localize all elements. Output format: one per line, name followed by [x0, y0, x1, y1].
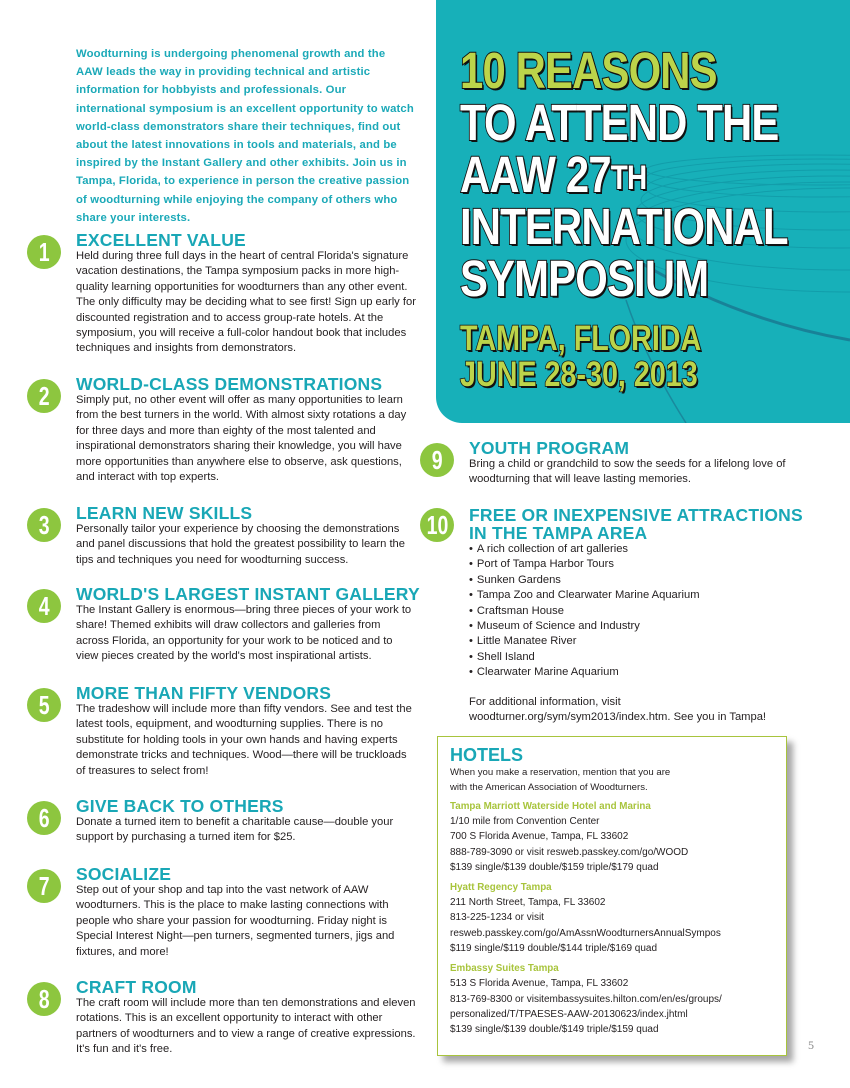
headline-line-symposium: SYMPOSIUM — [460, 250, 709, 307]
reason-6 — [38, 796, 416, 846]
attraction-item: • Craftsman House — [469, 604, 799, 619]
reason-body: Bring a child or grandchild to sow the seeds for a lifelong love of woodturning that will leave lasting memories. — [469, 458, 786, 486]
reason-body: The tradeshow will include more than fifty vendors. See and test the latest tools, equipment, and woodturning supplies. There is no substitute for holding tools in your own hands and having experts demonstrate tricks and techniques. Wood—there will be truckloads of treasures to select from! — [76, 703, 412, 777]
hotel-entry-marriott — [450, 799, 774, 875]
number-badge-icon: 8 — [27, 982, 61, 1016]
number-badge-icon: 7 — [27, 869, 61, 903]
headline-line-aaw — [460, 146, 788, 203]
reason-title: EXCELLENT VALUE — [76, 230, 246, 250]
hero-banner — [436, 0, 850, 423]
number-badge-icon: 1 — [27, 235, 61, 269]
hotel-entry-hyatt — [450, 880, 774, 956]
reason-body: The Instant Gallery is enormous—bring three pieces of your work to share! Themed exhibits will draw collectors and galleries from across Florida, an opportunity for your work to be noticed and to view pieces created by the world's most inspirational artists. — [76, 604, 412, 663]
reason-7 — [38, 864, 416, 960]
hotel-address: 700 S Florida Avenue, Tampa, FL 33602 — [450, 831, 629, 843]
hotels-note-line-1: When you make a reservation, mention that you are — [450, 767, 671, 778]
reason-title: MORE THAN FIFTY VENDORS — [76, 683, 332, 703]
reason-title-line-1: FREE OR INEXPENSIVE ATTRACTIONS — [469, 505, 803, 525]
hotel-booking-link[interactable]: personalized/T/TPAESES-AAW-20130623/index.jhtml — [450, 1008, 688, 1020]
hotel-contact[interactable]: 813-769-8300 or visitembassysuites.hilton.com/en/es/groups/ — [450, 993, 722, 1005]
reason-5 — [38, 683, 416, 779]
reason-title: WORLD'S LARGEST INSTANT GALLERY — [76, 584, 420, 604]
page-number: 5 — [808, 1038, 814, 1052]
hotel-address: 211 North Street, Tampa, FL 33602 — [450, 897, 606, 909]
number-badge-icon: 4 — [27, 589, 61, 623]
attraction-item: • Tampa Zoo and Clearwater Marine Aquarium — [469, 588, 799, 603]
reason-4 — [38, 584, 420, 665]
hotels-note-line-2: with the American Association of Woodturners. — [450, 782, 648, 793]
attractions-list — [469, 542, 799, 681]
reason-title: GIVE BACK TO OTHERS — [76, 796, 284, 816]
reason-10 — [426, 505, 803, 725]
reason-title: YOUTH PROGRAM — [469, 438, 630, 458]
reason-body: Simply put, no other event will offer as many opportunities to learn from the best turners in the world. With almost sixty rotations a day for three days and more than eighty of the most talented and inspirational demonstrators sharing their knowledge, you will have more opportunities than anywhere else to observe, ask questions, and interact with top experts. — [76, 394, 407, 484]
event-dates: JUNE 28-30, 2013 — [460, 355, 698, 394]
attraction-item: • Sunken Gardens — [469, 573, 799, 588]
reason-title: LEARN NEW SKILLS — [76, 503, 253, 523]
number-badge-icon: 3 — [27, 508, 61, 542]
reason-9 — [431, 438, 789, 488]
hotel-name: Tampa Marriott Waterside Hotel and Marina — [450, 801, 651, 812]
hotels-box — [437, 736, 787, 1056]
reason-2 — [38, 374, 416, 485]
attraction-item: • A rich collection of art galleries — [469, 542, 799, 557]
event-location: TAMPA, FLORIDA — [460, 319, 702, 358]
additional-info-link[interactable]: woodturner.org/sym/sym2013/index.htm. See you in Tampa! — [469, 711, 767, 724]
reason-8 — [38, 977, 416, 1058]
hotels-note — [450, 765, 774, 795]
attraction-item: • Clearwater Marine Aquarium — [469, 665, 799, 680]
hero-headline — [460, 42, 850, 394]
attraction-item: • Port of Tampa Harbor Tours — [469, 557, 799, 572]
headline-line-reasons: 10 REASONS — [460, 42, 717, 99]
reason-body: The craft room will include more than ten demonstrations and eleven rotations. This is an excellent opportunity to interact with other partners of woodturners and to view a range of creative expressions. It's fun and it's free. — [76, 997, 416, 1056]
hotels-title: HOTELS — [450, 745, 524, 765]
reason-body: Personally tailor your experience by choosing the demonstrations and panel discussions that hold the greatest possibility to learn the tips and techniques you need for woodturning success. — [76, 523, 405, 566]
hotel-name: Hyatt Regency Tampa — [450, 882, 552, 894]
reason-title: WORLD-CLASS DEMONSTRATIONS — [76, 374, 383, 394]
reason-title-line-2: IN THE TAMPA AREA — [469, 523, 648, 543]
hotel-phone: 813-225-1234 or visit — [450, 912, 544, 924]
number-badge-icon: 10 — [420, 508, 454, 542]
reason-body: Donate a turned item to benefit a charitable cause—double your support by purchasing a turned item for $25. — [76, 816, 394, 844]
number-badge-icon: 2 — [27, 379, 61, 413]
headline-aaw-text: AAW 27 — [460, 146, 611, 203]
additional-info-line-1: For additional information, visit — [469, 695, 621, 708]
reason-title: CRAFT ROOM — [76, 977, 197, 997]
headline-ordinal-suffix: TH — [610, 159, 647, 197]
attraction-item: • Shell Island — [469, 650, 799, 665]
reason-3 — [38, 503, 416, 568]
reason-title: SOCIALIZE — [76, 864, 172, 884]
headline-line-international: INTERNATIONAL — [460, 198, 788, 255]
hotel-name: Embassy Suites Tampa — [450, 963, 559, 975]
attraction-item: • Little Manatee River — [469, 634, 799, 649]
hotel-contact[interactable]: 888-789-3090 or visit resweb.passkey.com/go/WOOD — [450, 846, 689, 858]
headline-line-attend: TO ATTEND THE — [460, 94, 779, 151]
hotel-rates: $139 single/$139 double/$149 triple/$159 quad — [450, 1024, 659, 1036]
hotel-entry-embassy — [450, 961, 774, 1037]
hotel-distance: 1/10 mile from Convention Center — [450, 816, 600, 827]
reason-title — [469, 505, 803, 543]
number-badge-icon: 5 — [27, 688, 61, 722]
reason-body: Held during three full days in the heart of central Florida's signature vacation destinations, the Tampa symposium packs in more high-quality learning opportunities for woodturners than any other event. The only difficulty may be deciding what to see first! Sign up early for discounted registration and to access group-rate hotels. At the symposium, you will receive a full-color handout book that includes techniques and insights from demonstrators. — [76, 250, 416, 355]
additional-info — [469, 695, 799, 726]
intro-paragraph: Woodturning is undergoing phenomenal growth and the AAW leads the way in providing technical and artistic information for hobbyists and professionals. Our international symposium is an excellent opportunity to watch world-class demonstrators share their techniques, find out about the latest innovations in tools and materials, and be inspired by the Instant Gallery and other exhibits. Join us in Tampa, Florida, to experience in person the creative passion of woodturning while enjoying the company of others who share your interests. — [76, 48, 414, 224]
attraction-item: • Museum of Science and Industry — [469, 619, 799, 634]
number-badge-icon: 6 — [27, 801, 61, 835]
reason-1 — [38, 230, 416, 357]
hotel-address: 513 S Florida Avenue, Tampa, FL 33602 — [450, 978, 629, 990]
hotel-booking-link[interactable]: resweb.passkey.com/go/AmAssnWoodturnersAnnualSympos — [450, 927, 721, 939]
hotel-rates: $119 single/$119 double/$144 triple/$169 quad — [450, 943, 658, 955]
hotel-rates: $139 single/$139 double/$159 triple/$179 quad — [450, 861, 659, 873]
number-badge-icon: 9 — [420, 443, 454, 477]
reason-body: Step out of your shop and tap into the vast network of AAW woodturners. This is the place to make lasting connections with people who share your passion for woodturning. Friday night is Special Interest Night—pen turners, segmented turners, jigs and fixtures, and more! — [76, 884, 395, 958]
